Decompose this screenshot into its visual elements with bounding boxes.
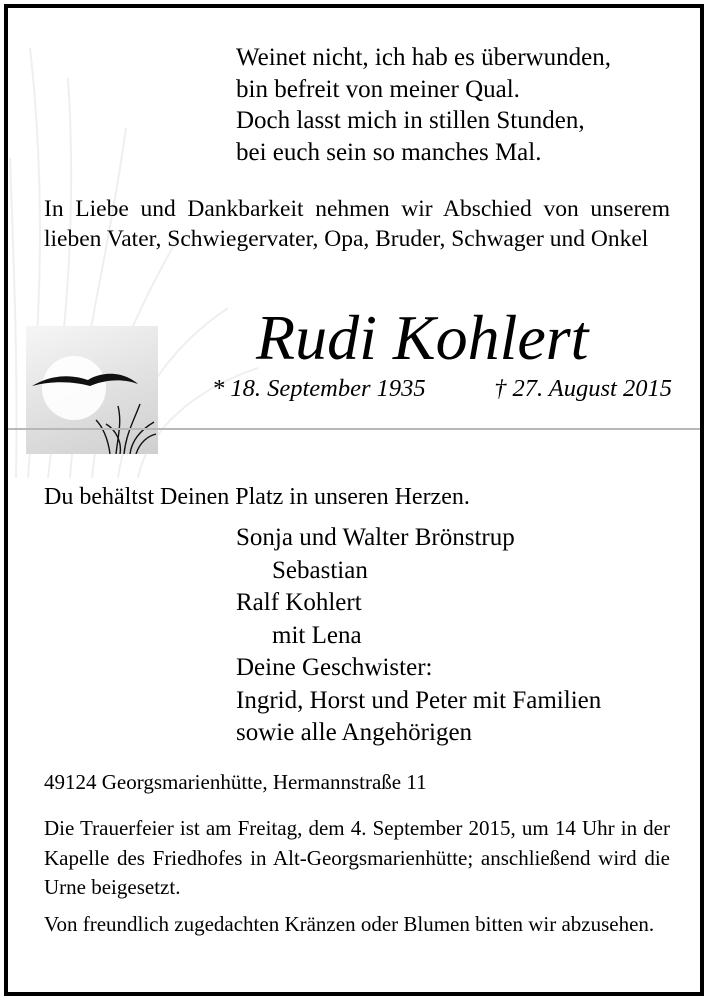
mourner-line: Deine Geschwister:	[236, 654, 433, 681]
mourner-line: Sonja und Walter Brönstrup	[236, 524, 515, 551]
mourner-line: sowie alle Angehörigen	[236, 719, 473, 746]
poem-line: bin befreit von meiner Qual.	[236, 75, 520, 103]
funeral-service-info: Die Trauerfeier ist am Freitag, dem 4. September 2015, um 14 Uhr in der Kapelle des Friedhofes in Alt-Georgsmarienhütte; anschließend wird die Urne beigesetzt.	[44, 816, 670, 899]
family-address: 49124 Georgsmarienhütte, Hermannstraße 11	[44, 770, 427, 794]
poem-line: bei euch sein so manches Mal.	[236, 138, 542, 166]
death-date: † 27. August 2015	[494, 375, 672, 402]
intro-text: In Liebe und Dankbarkeit nehmen wir Abschied von unserem lieben Vater, Schwiegervater, Opa, Bruder, Schwager und Onkel	[44, 196, 670, 252]
mourner-line: Sebastian	[272, 556, 368, 584]
sun-bird-grass-icon	[26, 326, 158, 454]
poem-line: Weinet nicht, ich hab es überwunden,	[236, 44, 611, 71]
poem-line: Doch lasst mich in stillen Stunden,	[236, 107, 585, 134]
divider-line	[8, 428, 700, 430]
obituary-notice	[4, 4, 704, 996]
mourner-line: mit Lena	[272, 621, 362, 649]
flowers-request: Von freundlich zugedachten Kränzen oder Blumen bitten wir abzusehen.	[44, 912, 655, 936]
mourner-line: Ralf Kohlert	[236, 589, 362, 616]
mourner-line: Ingrid, Horst und Peter mit Familien	[236, 686, 602, 714]
deceased-name: Rudi Kohlert	[256, 302, 589, 373]
birth-date: * 18. September 1935	[212, 375, 426, 402]
memorial-emblem	[26, 326, 158, 454]
life-dates	[212, 374, 672, 404]
motto: Du behältst Deinen Platz in unseren Herzen.	[44, 484, 470, 510]
poem	[236, 42, 611, 168]
mourners-list	[236, 522, 601, 750]
